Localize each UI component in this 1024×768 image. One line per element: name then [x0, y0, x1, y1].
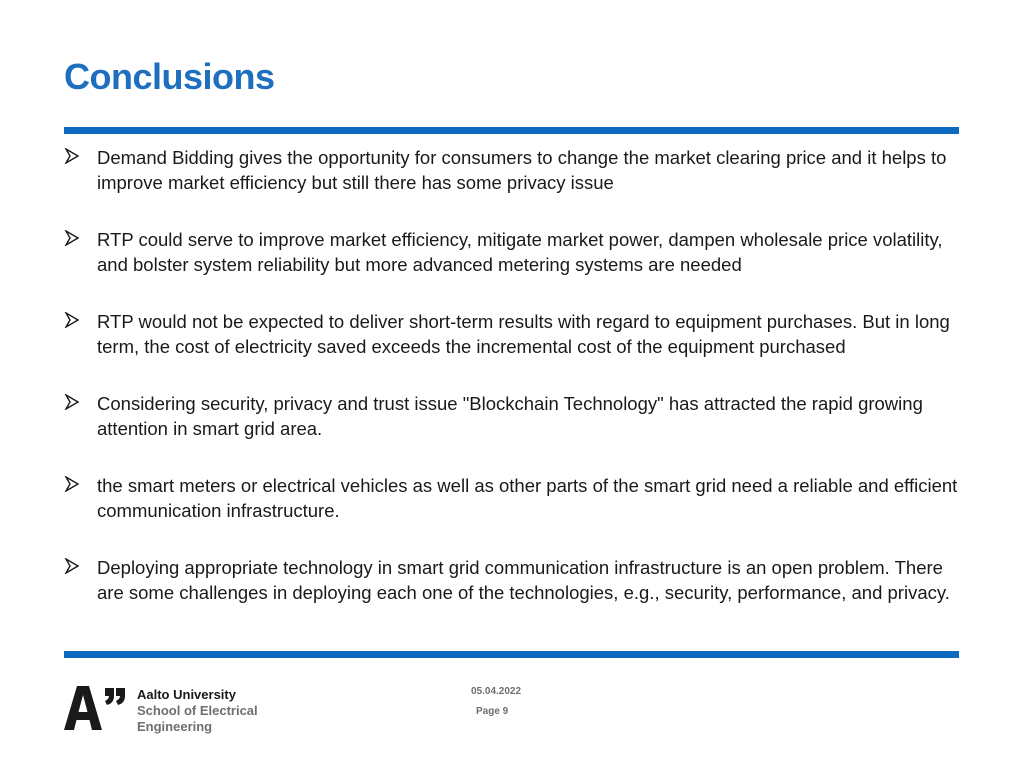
bullet-item [64, 310, 974, 359]
bullet-list [64, 146, 974, 638]
arrow-bullet-icon [64, 312, 80, 328]
arrow-bullet-icon [64, 476, 80, 492]
arrow-bullet-icon [64, 394, 80, 410]
bullet-item [64, 146, 974, 195]
bullet-item [64, 228, 974, 277]
bullet-text: RTP would not be expected to deliver short-term results with regard to equipment purchases. But in long term, the cost of electricity saved exceeds the incremental cost of the equipment purchased [97, 311, 950, 357]
bullet-item [64, 392, 974, 441]
page-number: Page 9 [476, 706, 509, 717]
top-divider [64, 127, 959, 134]
arrow-bullet-icon [64, 558, 80, 574]
bullet-text: the smart meters or electrical vehicles as well as other parts of the smart grid need a reliable and efficient communication infrastructure. [97, 475, 958, 521]
aalto-logo-icon [64, 686, 126, 730]
bullet-text: Deploying appropriate technology in smart grid communication infrastructure is an open problem. There are some challenges in deploying each one of the technologies, e.g., security, performance, and privacy. [97, 557, 950, 603]
bullet-item [64, 474, 974, 523]
logo-department: Engineering [137, 719, 213, 734]
arrow-bullet-icon [64, 148, 80, 164]
bullet-item [64, 556, 974, 605]
bullet-text: Considering security, privacy and trust issue "Blockchain Technology" has attracted the rapid growing attention in smart grid area. [97, 393, 923, 439]
logo-university: Aalto University [137, 687, 236, 702]
logo-school: School of Electrical [137, 703, 258, 718]
bottom-divider [64, 651, 959, 658]
logo-text [137, 687, 357, 735]
bullet-text: RTP could serve to improve market efficiency, mitigate market power, dampen wholesale price volatility, and bolster system reliability but more advanced metering systems are needed [97, 229, 943, 275]
bullet-text: Demand Bidding gives the opportunity for consumers to change the market clearing price and it helps to improve market efficiency but still there has some privacy issue [97, 147, 947, 193]
footer-date: 05.04.2022 [471, 686, 522, 697]
arrow-bullet-icon [64, 230, 80, 246]
slide-title: Conclusions [64, 56, 275, 97]
